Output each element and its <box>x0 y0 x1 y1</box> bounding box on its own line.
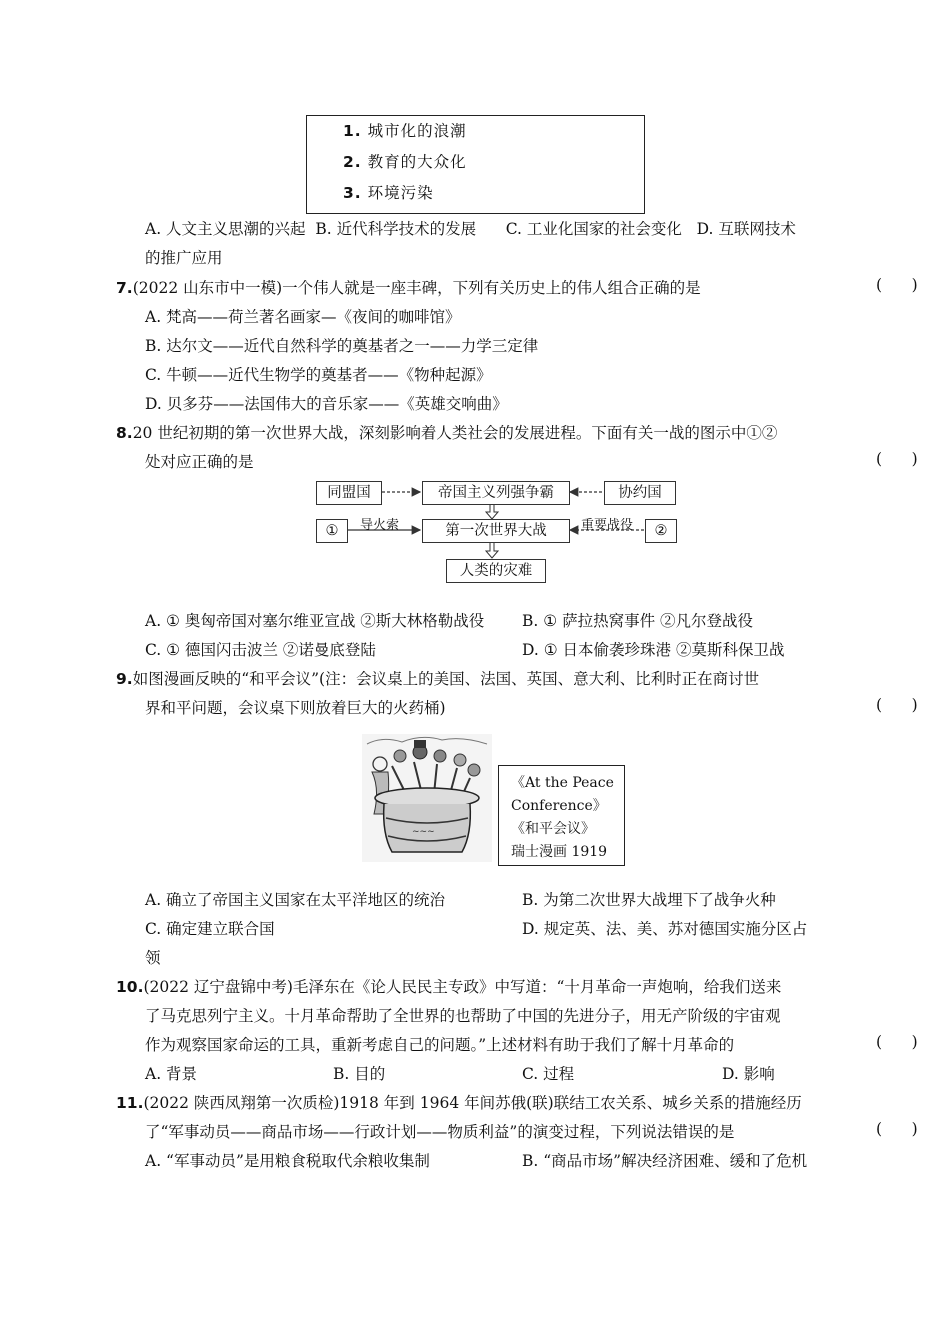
q11-option-a: A. “军事动员”是用粮食税取代余粮收集制 <box>145 1152 430 1170</box>
box-item: 1. 城市化的浪潮 <box>343 122 467 140</box>
q7-answer-bracket: ( ) <box>876 276 918 294</box>
central-powers-box: 同盟国 <box>316 481 382 505</box>
caption-line: 《At the Peace <box>511 775 614 791</box>
q9-answer-bracket: ( ) <box>876 696 918 714</box>
q8-option-a: A. ① 奥匈帝国对塞尔维亚宣战 ②斯大林格勒战役 <box>145 612 485 630</box>
q10-answer-bracket: ( ) <box>876 1033 918 1051</box>
q9-option-c: C. 确定建立联合国 <box>145 920 275 938</box>
q10-stem-cont2: 作为观察国家命运的工具，重新考虑自己的问题。”上述材料有助于我们了解十月革命的 <box>145 1036 735 1054</box>
q11-stem-cont: 了“军事动员——商品市场——行政计划——物质利益”的演变过程，下列说法错误的是 <box>145 1123 735 1141</box>
q8-option-b: B. ① 萨拉热窝事件 ②凡尔登战役 <box>522 612 753 630</box>
q6-options-cont: 的推广应用 <box>145 249 223 267</box>
box-item: 2. 教育的大众化 <box>343 153 467 171</box>
q9-option-d-cont: 领 <box>145 949 161 967</box>
q8-option-c: C. ① 德国闪击波兰 ②诺曼底登陆 <box>145 641 376 659</box>
q9-option-d: D. 规定英、法、美、苏对德国实施分区占 <box>522 920 808 938</box>
q8-stem: 8.20 世纪初期的第一次世界大战，深刻影响着人类社会的发展进程。下面有关一战的图示中①② <box>116 424 778 442</box>
caption-line: 瑞士漫画 1919 <box>511 844 608 860</box>
blank-2-box: ② <box>645 519 677 543</box>
caption-line: 《和平会议》 <box>511 821 595 837</box>
box-item: 3. 环境污染 <box>343 184 434 202</box>
q6-options: A. 人文主义思潮的兴起 B. 近代科学技术的发展 C. 工业化国家的社会变化 D. 互联网技术 <box>145 220 796 238</box>
q11-answer-bracket: ( ) <box>876 1120 918 1138</box>
q8-option-d: D. ① 日本偷袭珍珠港 ②莫斯科保卫战 <box>522 641 785 659</box>
q11-stem: 11.(2022 陕西凤翔第一次质检)1918 年到 1964 年间苏俄(联)联结工农关系、城乡关系的措施经历 <box>116 1094 802 1112</box>
imperialism-box: 帝国主义列强争霸 <box>422 481 570 505</box>
q7-option-a: A. 梵高——荷兰著名画家—《夜间的咖啡馆》 <box>145 308 461 326</box>
entente-box: 协约国 <box>604 481 676 505</box>
caption-line: Conference》 <box>511 798 607 814</box>
q9-stem-cont: 界和平问题，会议桌下则放着巨大的火药桶) <box>145 699 446 717</box>
q10-option-b: B. 目的 <box>333 1065 386 1083</box>
trigger-label: 导火索 <box>360 518 400 533</box>
svg-text:~~~: ~~~ <box>412 827 435 837</box>
q10-option-d: D. 影响 <box>722 1065 775 1083</box>
q9-option-a: A. 确立了帝国主义国家在太平洋地区的统治 <box>145 891 446 909</box>
q8-answer-bracket: ( ) <box>876 450 918 468</box>
q7-option-b: B. 达尔文——近代自然科学的奠基者之一——力学三定律 <box>145 337 539 355</box>
q10-option-a: A. 背景 <box>145 1065 198 1083</box>
q7-option-d: D. 贝多芬——法国伟大的音乐家——《英雄交响曲》 <box>145 395 508 413</box>
q8-stem-cont: 处对应正确的是 <box>145 453 254 471</box>
ww1-box: 第一次世界大战 <box>422 519 570 543</box>
q7-stem: 7.(2022 山东市中一模)一个伟人就是一座丰碑，下列有关历史上的伟人组合正确的是 <box>116 279 701 297</box>
q10-stem-cont1: 了马克思列宁主义。十月革命帮助了全世界的也帮助了中国的先进分子，用无产阶级的宇宙观 <box>145 1007 781 1025</box>
q7-option-c: C. 牛顿——近代生物学的奠基者——《物种起源》 <box>145 366 492 384</box>
battle-label: 重要战役 <box>581 518 634 533</box>
blank-1-box: ① <box>316 519 348 543</box>
cartoon-caption <box>498 765 625 866</box>
q10-stem: 10.(2022 辽宁盘锦中考)毛泽东在《论人民民主专政》中写道：“十月革命一声炮响，给我们送来 <box>116 978 782 996</box>
q10-option-c: C. 过程 <box>522 1065 575 1083</box>
disaster-box: 人类的灾难 <box>446 559 546 583</box>
q9-option-b: B. 为第二次世界大战埋下了战争火种 <box>522 891 776 909</box>
peace-conference-cartoon <box>362 734 492 862</box>
info-box <box>306 115 645 214</box>
q9-stem: 9.如图漫画反映的“和平会议”(注：会议桌上的美国、法国、英国、意大利、比利时正在商讨世 <box>116 670 760 688</box>
q11-option-b: B. “商品市场”解决经济困难、缓和了危机 <box>522 1152 808 1170</box>
